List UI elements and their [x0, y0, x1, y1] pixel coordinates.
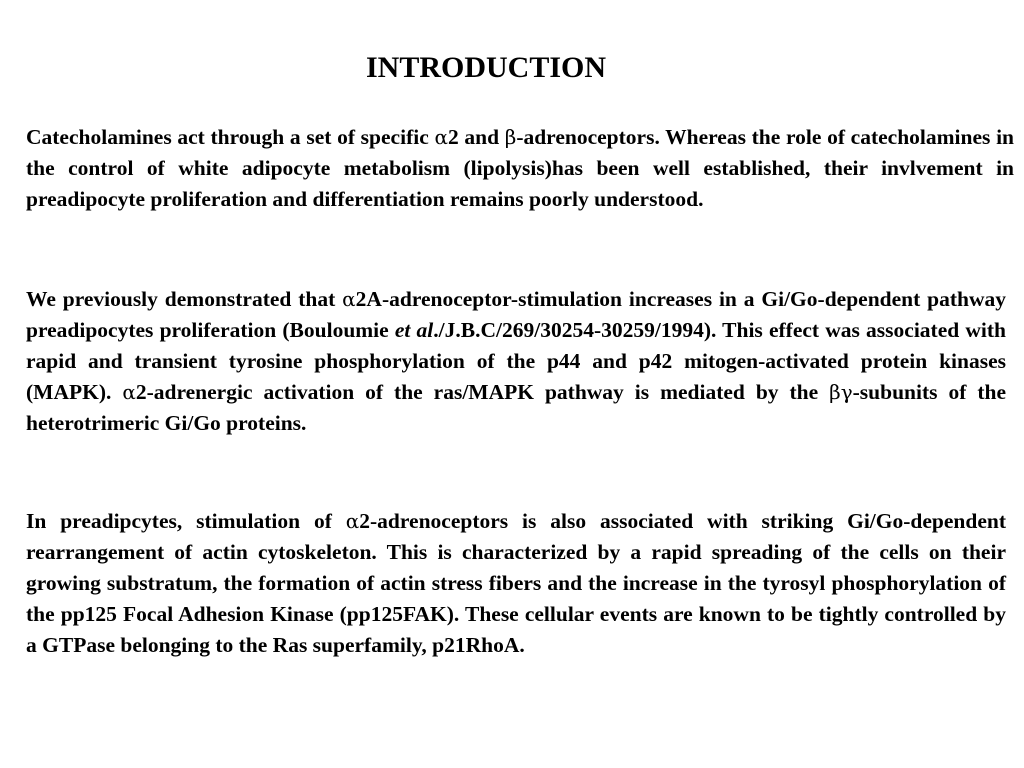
- text-run: -subunits of the heterotrimeric Gi/Go proteins.: [26, 380, 1006, 435]
- greek-alpha-symbol: α: [342, 287, 356, 311]
- greek-beta-symbol: β: [504, 125, 517, 149]
- paragraph-previous-work: [26, 284, 1006, 439]
- text-run: 2 and: [447, 125, 505, 149]
- text-run: 2-adrenergic activation of the ras/MAPK pathway is mediated by the: [135, 380, 830, 404]
- citation-et-al: et al: [394, 318, 434, 342]
- greek-beta-gamma-symbol: βγ: [829, 380, 853, 404]
- text-run: ./J.B.C/269/30254-30259/1994). This effect was associated with rapid and transient tyrosine phosphorylation of the p44 and p42 mitogen-activated protein kinases (MAPK).: [26, 318, 1006, 404]
- text-run: -adrenoceptors. Whereas the role of catecholamines in the control of white adipocyte metabolism (lipolysis)has been well established, their invlvement in preadipocyte proliferation and differentiation remains poorly understood.: [26, 125, 1014, 211]
- text-run: We previously demonstrated that: [26, 287, 343, 311]
- page-title: INTRODUCTION: [365, 51, 607, 84]
- greek-alpha-symbol: α: [345, 509, 360, 533]
- paragraph-catecholamines: [26, 122, 1014, 215]
- greek-alpha-symbol: α: [122, 380, 136, 404]
- paragraph-actin-cytoskeleton: [26, 506, 1006, 661]
- text-run: 2-adrenoceptors is also associated with striking Gi/Go-dependent rearrangement of actin cytoskeleton. This is characterized by a rapid spreading of the cells on their growing substratum, the formation of actin stress fibers and the increase in the tyrosyl phosphorylation of the pp125 Focal Adhesion Kinase (pp125FAK). These cellular events are known to be tightly controlled by a GTPase belonging to the Ras superfamily, p21RhoA.: [26, 509, 1006, 657]
- greek-alpha-symbol: α: [434, 125, 448, 149]
- text-run: 2A-adrenoceptor-stimulation increases in a Gi/Go-dependent pathway preadipocytes proliferation (Bouloumie: [26, 287, 1006, 342]
- text-run: Catecholamines act through a set of specific: [26, 125, 435, 149]
- text-run: In preadipcytes, stimulation of: [26, 509, 346, 533]
